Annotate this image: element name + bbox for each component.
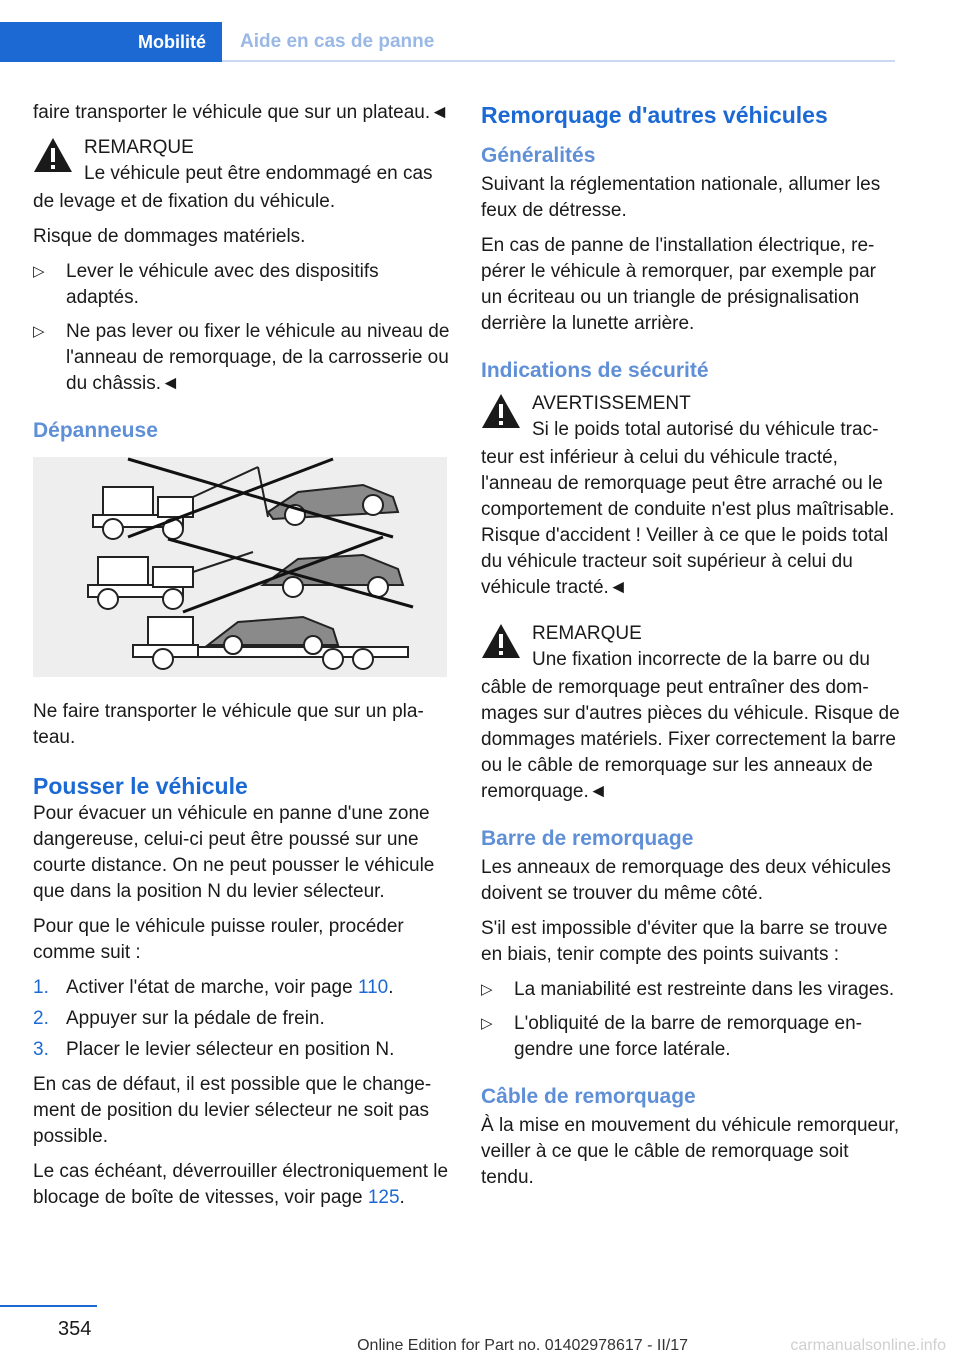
- barre-bullets: [481, 977, 901, 1063]
- section-title-barre: Barre de remorquage: [481, 827, 694, 850]
- notice-label: REMARQUE: [84, 137, 194, 158]
- watermark-text: carmanualsonline.info: [790, 1337, 946, 1354]
- list-item: 2. Appuyer sur la pédale de frein.: [33, 1008, 325, 1029]
- intro-text: faire transporter le véhicule que sur un plateau.◄: [33, 102, 449, 123]
- tow-truck-illustration: [33, 457, 447, 677]
- section-title-pousser: Pousser le véhicule: [33, 773, 248, 799]
- page-number: 354: [58, 1318, 92, 1340]
- list-item: ▷ La maniabilité est restreinte dans les virages.: [481, 977, 901, 1003]
- pousser-paragraph-1: Pour évacuer un véhicule en panne d'une zone dangereuse, celui-ci peut être poussé sur une courte distance. On ne peut pousser le véhicule que dans la position N du levier sélecteur.: [33, 803, 435, 902]
- warning-line: Si le poids total autorisé du véhicule trac-: [532, 419, 879, 440]
- left-column: [33, 100, 451, 1220]
- page-link-110[interactable]: 110: [357, 977, 389, 998]
- section-title-cable: Câble de remorquage: [481, 1085, 696, 1108]
- barre-paragraph-1: Les anneaux de remorquage des deux véhicules doivent se trouver du même côté.: [481, 857, 891, 904]
- list-item: 3. Placer le levier sélecteur en position N.: [33, 1039, 395, 1060]
- page-header: [0, 22, 895, 62]
- list-item: ▷ Ne pas lever ou fixer le véhicule au niveau de l'anneau de remorquage, de la carrosserie ou du châssis.◄: [33, 321, 450, 394]
- edition-text: Online Edition for Part no. 01402978617 - II/17: [357, 1337, 688, 1354]
- warning-triangle-icon: [481, 623, 521, 659]
- generalites-paragraph-2: En cas de panne de l'installation électrique, repérer le véhicule à remorquer, par exemple par un écriteau ou un triangle de présignalisation derrière la lunette arrière.: [481, 235, 876, 334]
- tab-aide-en-cas-de-panne[interactable]: Aide en cas de panne: [240, 31, 435, 52]
- warning-text: teur est inférieur à celui du véhicule tracté, l'anneau de remorquage peut être arraché ou le comportement de conduite n'est plus maîtrisable. Risque d'accident ! Veiller à ce que le poids total du véhicule tracteur soit supérieur à celui du véhicule tracté.◄: [481, 447, 895, 598]
- list-item: ▷ Lever le véhicule avec des dispositifs adaptés.: [33, 261, 379, 308]
- page-link-125[interactable]: 125: [367, 1187, 400, 1208]
- section-title-depanneuse: Dépanneuse: [33, 419, 158, 442]
- section-title-remorquage: Remorquage d'autres véhicules: [481, 102, 828, 128]
- generalites-paragraph-1: Suivant la réglementation nationale, allumer les feux de détresse.: [481, 174, 881, 221]
- footer-divider: [0, 1305, 97, 1307]
- steps-list: [33, 975, 451, 1063]
- section-title-securite: Indications de sécurité: [481, 359, 709, 382]
- warning-triangle-icon: [33, 137, 73, 173]
- tab-mobilite[interactable]: Mobilité: [0, 22, 222, 62]
- triangle-bullet-icon: ▷: [481, 1015, 493, 1032]
- risk-text: Risque de dommages matériels.: [33, 226, 306, 247]
- default-paragraph: En cas de défaut, il est possible que le changement de position du levier sélecteur ne soit pas possible.: [33, 1074, 432, 1147]
- notice-box: [33, 135, 451, 187]
- notice-line: Une fixation incorrecte de la barre ou du: [532, 649, 870, 670]
- cable-paragraph: À la mise en mouvement du véhicule remorqueur, veiller à ce que le câble de remorquage soit tendu.: [481, 1115, 900, 1188]
- right-column: [481, 100, 901, 1200]
- warning-label: AVERTISSEMENT: [532, 393, 691, 414]
- notice-line: Le véhicule peut être endommagé en cas: [84, 163, 433, 184]
- notice-box: [481, 621, 901, 673]
- warning-triangle-icon: [481, 393, 521, 429]
- list-item: ▷ L'obliquité de la barre de remorquage engendre une force latérale.: [481, 1013, 862, 1060]
- notice-text: câble de remorquage peut entraîner des dommages sur d'autres pièces du véhicule. Risque de dommages matériels. Fixer correctement la barre ou le câble de remorquage sur les anneaux de remorquage.◄: [481, 677, 900, 802]
- list-item: 1. Activer l'état de marche, voir page 110.: [33, 977, 394, 998]
- lifting-bullets: [33, 259, 451, 397]
- unlock-paragraph: Le cas échéant, déverrouiller électroniquement le blocage de boîte de vitesses, voir page 125.: [33, 1161, 449, 1208]
- notice-text: de levage et de fixation du véhicule.: [33, 191, 336, 212]
- triangle-bullet-icon: ▷: [33, 263, 45, 280]
- section-title-generalites: Généralités: [481, 144, 596, 167]
- warning-box: [481, 391, 901, 443]
- barre-paragraph-2: S'il est impossible d'éviter que la barre se trouve en biais, tenir compte des points suivants :: [481, 918, 888, 965]
- triangle-bullet-icon: ▷: [33, 323, 45, 340]
- depanneuse-caption: Ne faire transporter le véhicule que sur un plateau.: [33, 701, 424, 748]
- header-divider: [222, 60, 895, 62]
- notice-label: REMARQUE: [532, 623, 642, 644]
- pousser-paragraph-2: Pour que le véhicule puisse rouler, procéder comme suit :: [33, 916, 404, 963]
- triangle-bullet-icon: ▷: [481, 981, 493, 998]
